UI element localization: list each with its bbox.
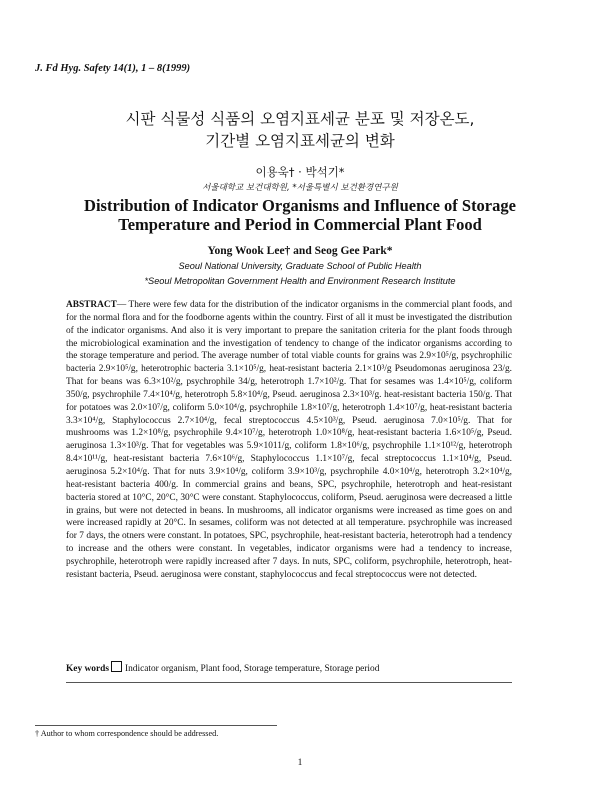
english-authors: Yong Wook Lee† and Seog Gee Park* xyxy=(207,245,393,257)
journal-citation: J. Fd Hyg. Safety 14(1), 1 – 8(1999) xyxy=(35,63,191,74)
affiliation-1: Seoul National University, Graduate School of Public Health xyxy=(178,261,422,271)
keywords-divider xyxy=(66,682,512,683)
page-number: 1 xyxy=(297,758,303,768)
korean-affiliations: 서울대학교 보건대학원, *서울특별시 보건환경연구원 xyxy=(202,183,398,193)
korean-authors: 이용욱† · 박석기* xyxy=(255,165,345,179)
footnote: † Author to whom correspondence should be addressed. xyxy=(35,729,219,738)
abstract-text: — There were few data for the distribution of the indicator organisms in the commercial plant foods, and for the normal flora and for the foodborne agents within the country. First of all it must be investigated the distribution of the indicator organisms. And also it is very important to prepare the sanitation criteria for the plant foods through the microbiological examination and the investigation of tendency to change of the indicator organisms according to the storage temperature and period. The average number of total viable counts for grains was 2.9×10⁵/g, psychrophilic bacteria 2.9×10⁵/g, heterotrophic bacteria 3.1×10⁵/g, heat-resistant bacteria 2.1×10³/g Pseudomonas aeruginosa 23/g. That for beans was 6.3×10²/g, psychrophile 34/g, heterotroph 1.7×10²/g. That for sesames was 1.4×10⁵/g, coliform 350/g, psychrophile 7.4×10⁴/g, heterotroph 5.8×10⁴/g, Pseud. aeruginosa 2.3×10³/g. heat-resistant bacteria 150/g. That for potatoes was 2.0×10⁷/g, coliform 5.0×10⁴/g, psychrophile 1.8×10⁷/g, heterotroph 1.4×10⁷/g, heat-resistant bacteria 3.3×10⁴/g, Staphylococcus 2.7×10⁴/g, fecal streptococcus 4.5×10³/g, Pseud. aeruginosa 7.0×10⁵/g. That for mushrooms was 1.2×10⁸/g, psychrophile 9.4×10⁷/g, heterotroph 1.0×10⁸/g, heat-resistant bacteria 1.6×10⁵/g, Pseud. aeruginosa 1.3×10³/g. That for vegetables was 5.9×1011/g, coliform 1.8×10⁶/g, psychrophile 1.1×10¹²/g, heterotroph 8.4×10¹¹/g, heat-resistant bacteria 7.6×10⁶/g, Staphylococcus 1.1×10⁷/g, fecal streptococcus 1.1×10⁴/g, Pseud. aeruginosa 5.2×10⁴/g. That for nuts 3.9×10⁴/g, coliform 3.9×10³/g, psychrophile 4.0×10⁴/g, heterotroph 3.2×10⁴/g, heat-resistant bacteria 400/g. In commercial grains and beans, SPC, psychrophile, heterotroph and heat-resistant bacteria stored at 10°C, 20°C, 30°C were constant. Staphylococcus, coliform, Pseud. aeruginosa were decreased a little in grains, but were not detected in beans. In mushrooms, all indicator organisms were increased as time goes on and were increased rapidly at 20°C. In sesames, coliform was not detected at all temperature. psychrophile was increased for 7 days, the otners were constant. In potatoes, SPC, psychrophile, heat-resistant bacteria, heterotroph had a tendency to increase and the others were constant. In vegetables, indicator organisms were had a tendency to increase, psychrophile, heterotroph were rapidly increased after 7 days. In nuts, SPC, coliform, psychrophile, heterotroph, heat-resistant bacteria, Pseud. aeruginosa were constant, staphylococcus and fecal streptococcus were not detected. xyxy=(66,300,512,580)
english-title-line-2: Temperature and Period in Commercial Plant Food xyxy=(118,215,482,234)
keywords xyxy=(66,661,379,674)
footnote-divider xyxy=(35,725,277,726)
english-title-line-1: Distribution of Indicator Organisms and Influence of Storage xyxy=(84,196,516,215)
korean-title-line-2: 기간별 오염지표세균의 변화 xyxy=(205,132,395,150)
affiliation-2: *Seoul Metropolitan Government Health and Environment Research Institute xyxy=(144,276,456,286)
keywords-text: Indicator organism, Plant food, Storage temperature, Storage period xyxy=(124,664,380,674)
abstract-label: ABSTRACT xyxy=(66,300,117,310)
korean-title-line-1: 시판 식물성 식품의 오염지표세균 분포 및 저장온도, xyxy=(125,110,475,128)
abstract xyxy=(66,299,512,582)
box-icon xyxy=(111,661,122,672)
keywords-label: Key words xyxy=(66,664,109,674)
